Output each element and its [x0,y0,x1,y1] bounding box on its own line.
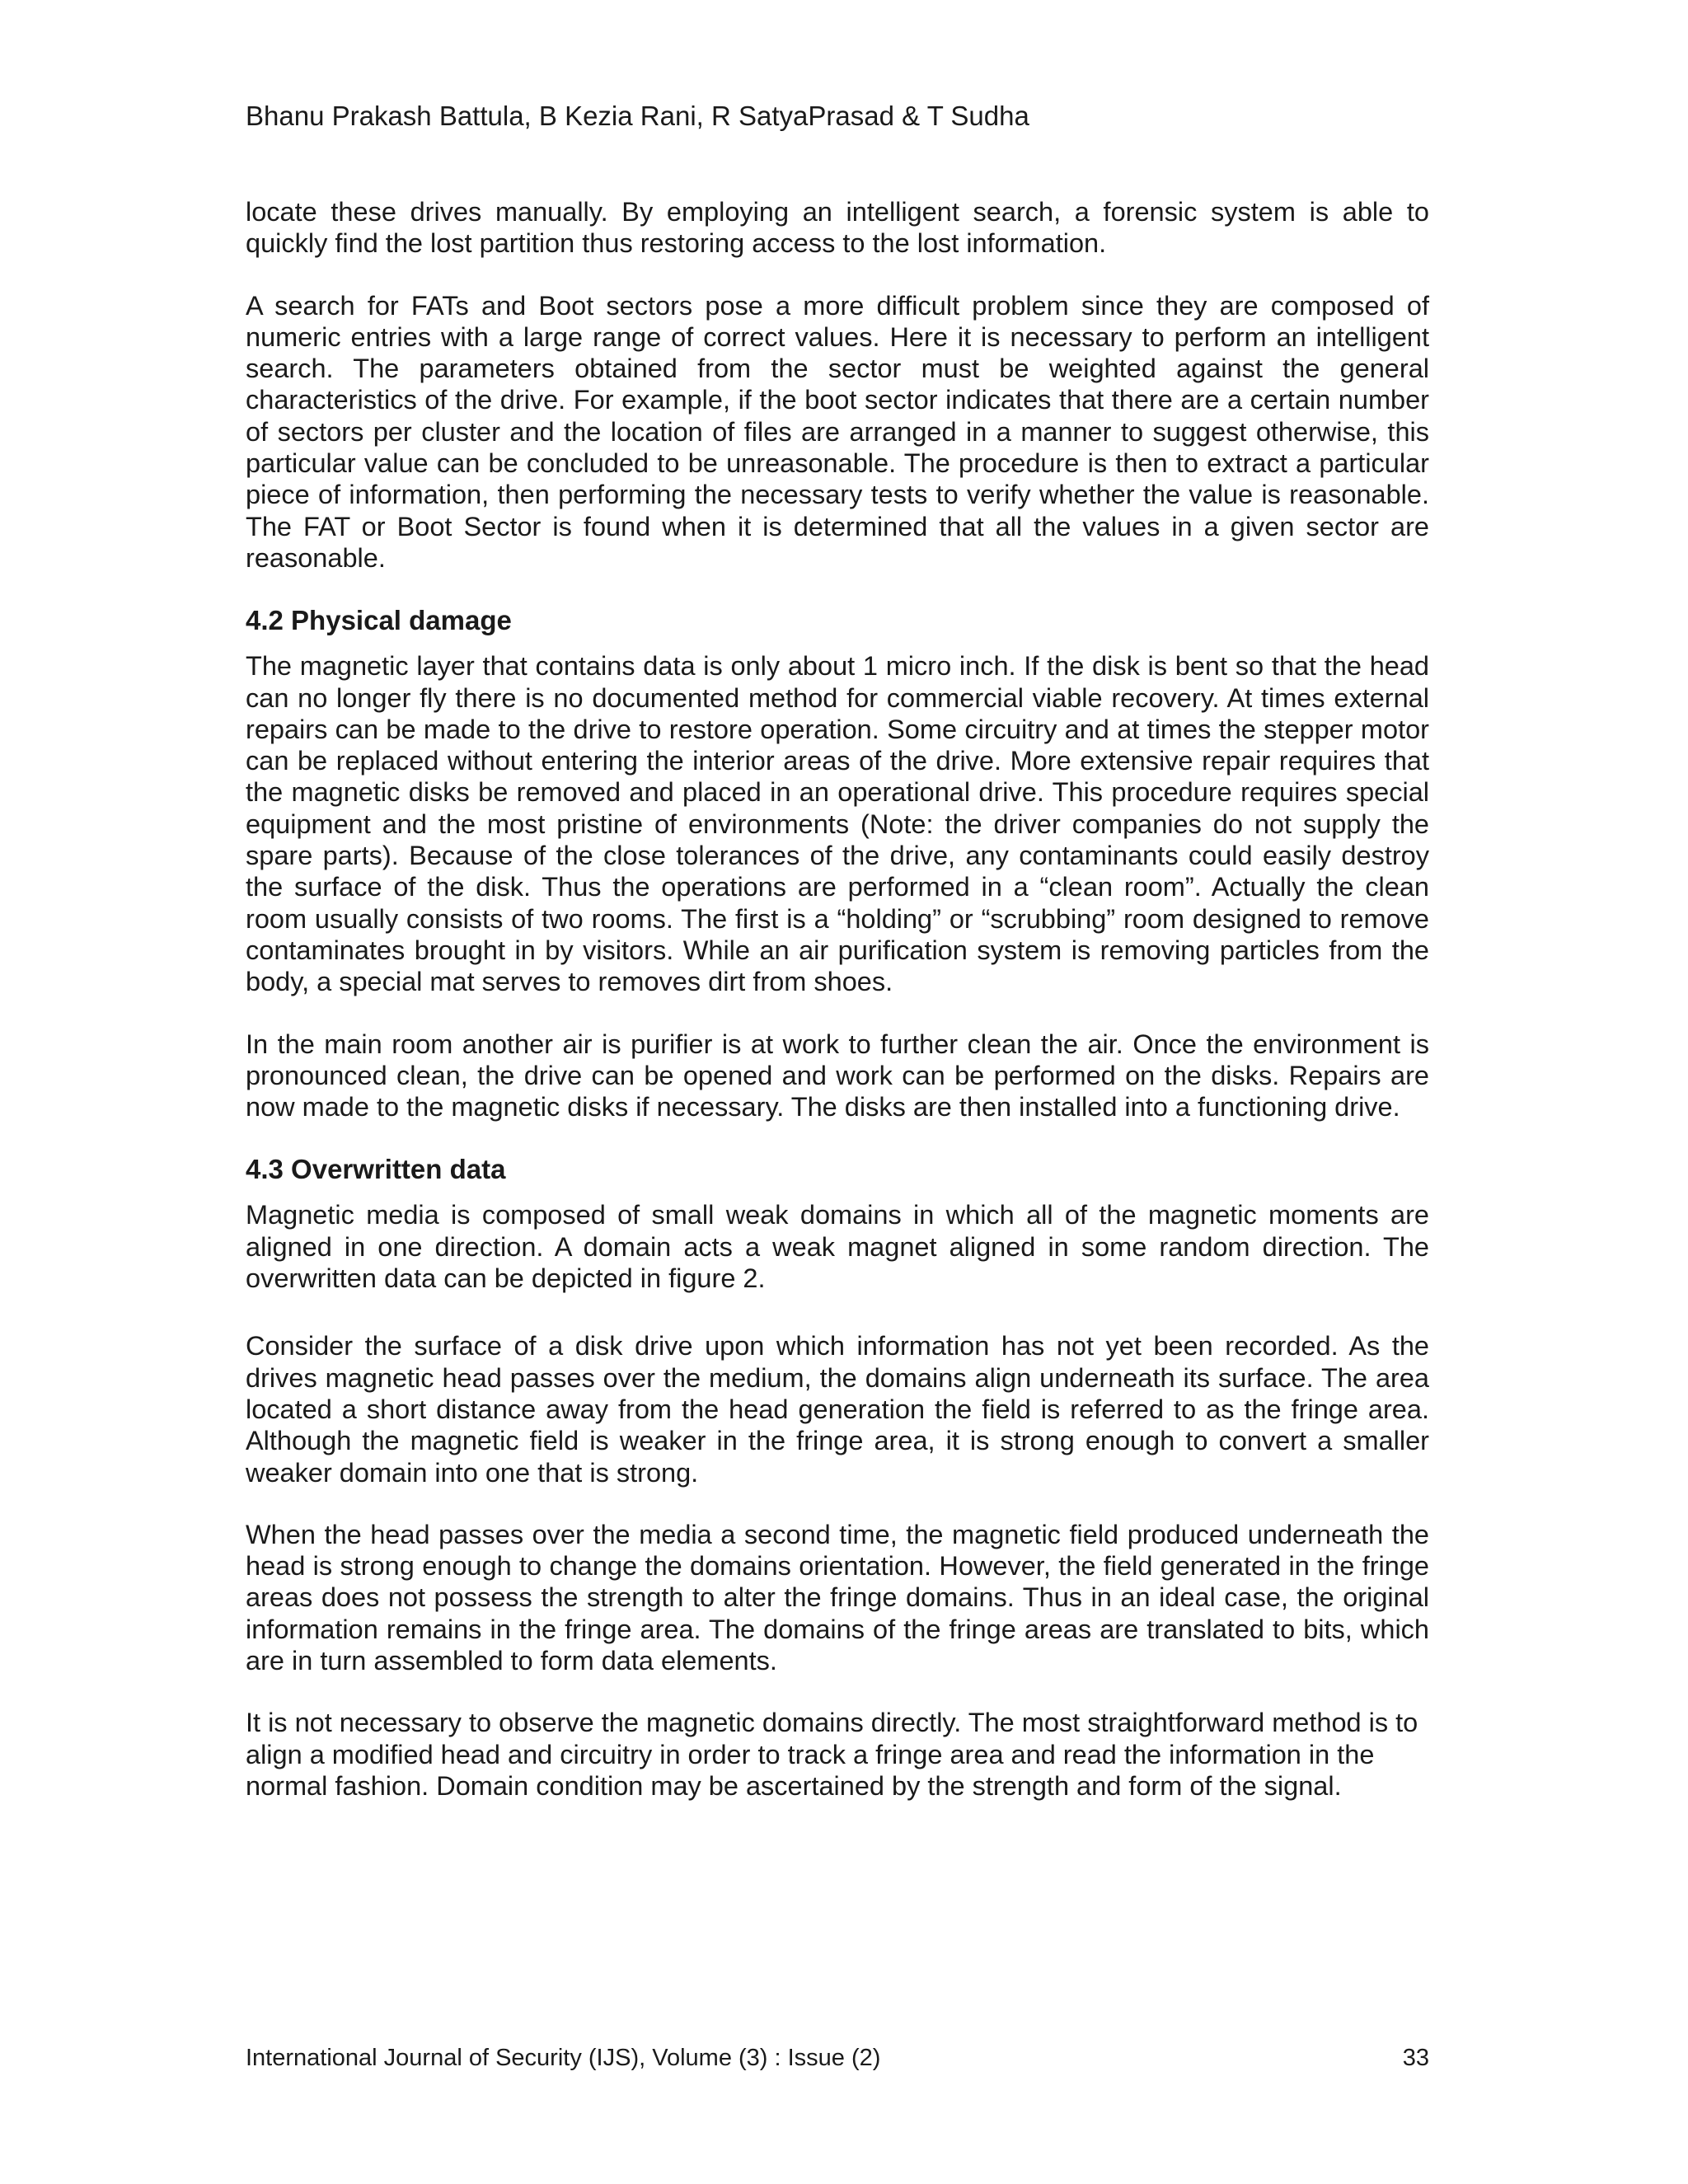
paragraph: The magnetic layer that contains data is only about 1 micro inch. If the disk is bent so that the head can no longer fly there is no documented method for commercial viable recovery. At times external repairs can be made to the drive to restore operation. Some circuitry and at times the stepper motor can be replaced without entering the interior areas of the drive. More extensive repair requires that the magnetic disks be removed and placed in an operational drive. This procedure requires special equipment and the most pristine of environments (Note: the driver companies do not supply the spare parts). Because of the close tolerances of the drive, any contaminants could easily destroy the surface of the disk. Thus the operations are performed in a “clean room”. Actually the clean room usually consists of two rooms. The first is a “holding” or “scrubbing” room designed to remove contaminates brought in by visitors. While an air purification system is removing particles from the body, a special mat serves to removes dirt from shoes. [246,651,1429,997]
paragraph: Consider the surface of a disk drive upon which information has not yet been recorded. As the drives magnetic head passes over the medium, the domains align underneath its surface. The area located a short distance away from the head generation the field is referred to as the fringe area. Although the magnetic field is weaker in the fringe area, it is strong enough to convert a smaller weaker domain into one that is strong. [246,1331,1429,1488]
running-head-authors: Bhanu Prakash Battula, B Kezia Rani, R SatyaPrasad & T Sudha [246,101,1029,131]
paragraph: locate these drives manually. By employing an intelligent search, a forensic system is able to quickly find the lost partition thus restoring access to the lost information. [246,197,1429,259]
page-number: 33 [1402,2045,1429,2071]
paragraph: It is not necessary to observe the magnetic domains directly. The most straightforward method is to align a modified head and circuitry in order to track a fringe area and read the information in the normal fashion. Domain condition may be ascertained by the strength and form of the signal. [246,1708,1418,1801]
page-footer [246,2041,1429,2074]
footer-journal-info: International Journal of Security (IJS), Volume (3) : Issue (2) [246,2045,881,2071]
section-heading-overwritten-data: 4.3 Overwritten data [246,1154,506,1185]
paragraph: A search for FATs and Boot sectors pose a more difficult problem since they are composed of numeric entries with a large range of correct values. Here it is necessary to perform an intelligent search. The parameters obtained from the sector must be weighted against the general characteristics of the drive. For example, if the boot sector indicates that there are a certain number of sectors per cluster and the location of files are arranged in a manner to suggest otherwise, this particular value can be concluded to be unreasonable. The procedure is then to extract a particular piece of information, then performing the necessary tests to verify whether the value is reasonable. The FAT or Boot Sector is found when it is determined that all the values in a given sector are reasonable. [246,290,1429,573]
section-heading-physical-damage: 4.2 Physical damage [246,605,512,636]
paragraph: Magnetic media is composed of small weak domains in which all of the magnetic moments are aligned in one direction. A domain acts a weak magnet aligned in some random direction. The overwritten data can be depicted in figure 2. [246,1200,1429,1294]
body-text [246,196,1429,1832]
paragraph: When the head passes over the media a second time, the magnetic field produced underneath the head is strong enough to change the domains orientation. However, the field generated in the fringe areas does not possess the strength to alter the fringe domains. Thus in an ideal case, the original information remains in the fringe area. The domains of the fringe areas are translated to bits, which are in turn assembled to form data elements. [246,1519,1429,1675]
paragraph: In the main room another air is purifier is at work to further clean the air. Once the environment is pronounced clean, the drive can be opened and work can be performed on the disks. Repairs are now made to the magnetic disks if necessary. The disks are then installed into a functioning drive. [246,1029,1429,1122]
